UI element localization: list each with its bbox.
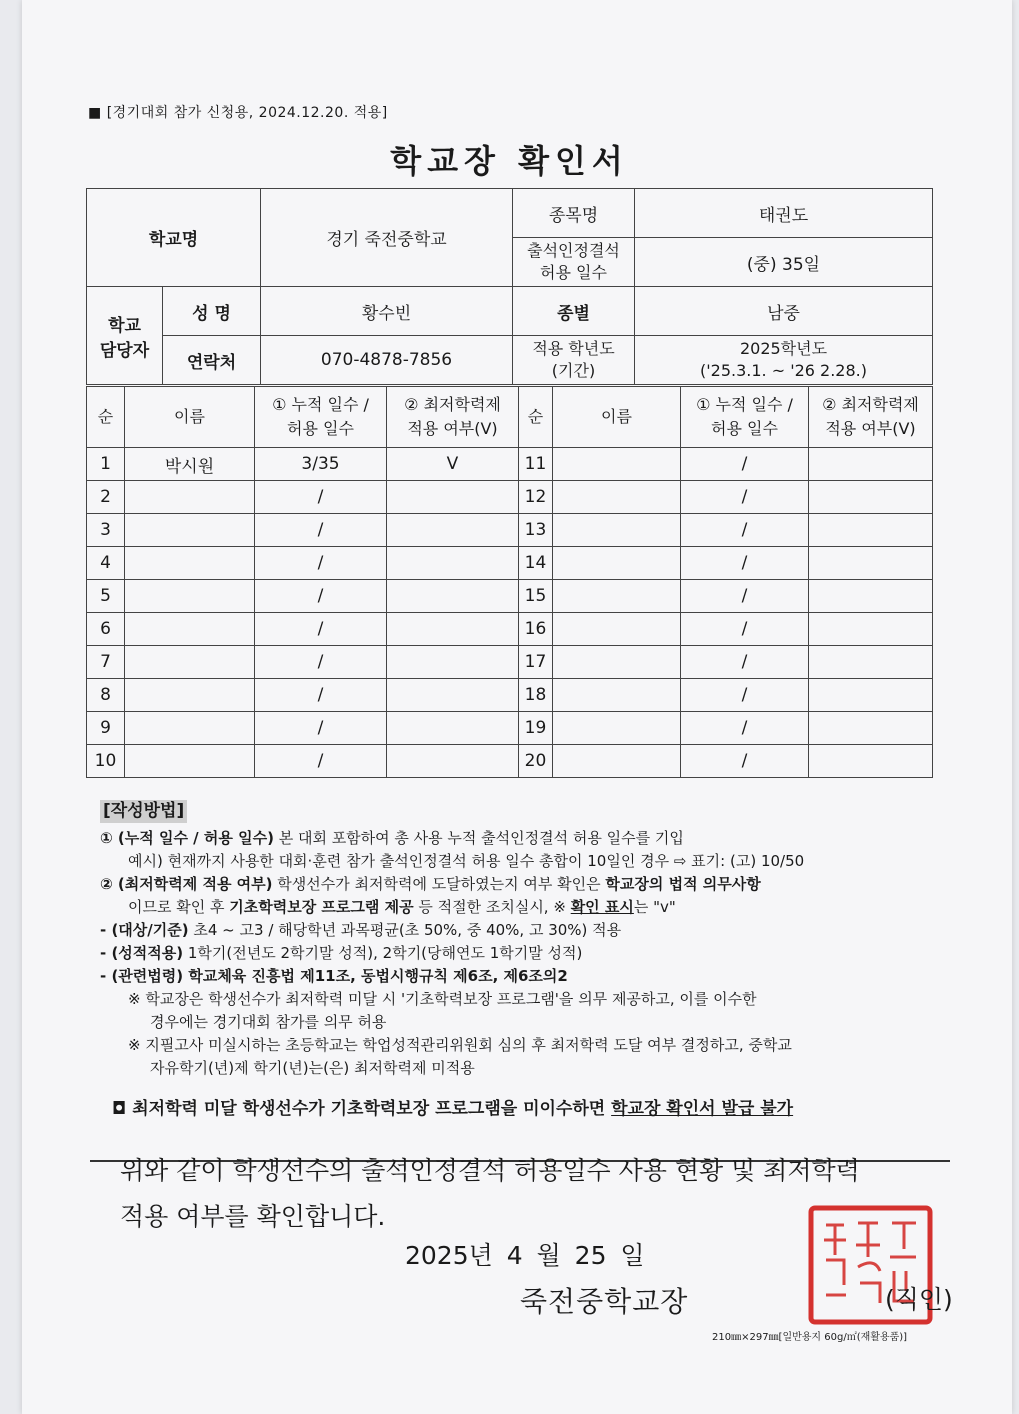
cell-check — [809, 613, 933, 646]
cell-name: 박시원 — [125, 448, 255, 481]
page-title: 학교장 확인서 — [390, 142, 629, 180]
seal-label: (직인) — [885, 1285, 953, 1314]
cell-no: 8 — [87, 679, 125, 712]
form-tag: ■ [경기대회 참가 신청용, 2024.12.20. 적용] — [88, 105, 388, 121]
paper-spec: 210㎜×297㎜[일반용지 60g/㎡(재활용품)] — [712, 1332, 908, 1343]
gender-value: 남중 — [635, 287, 933, 336]
cell-name — [553, 679, 681, 712]
issue-date: 2025년 4 월 25 일 — [405, 1241, 645, 1270]
cell-days: / — [681, 514, 809, 547]
cell-no: 14 — [519, 547, 553, 580]
cell-days: / — [681, 712, 809, 745]
cell-check — [387, 613, 519, 646]
cell-name — [125, 646, 255, 679]
cell-check — [809, 745, 933, 778]
cell-no: 10 — [87, 745, 125, 778]
table-row — [87, 745, 933, 778]
confirmation-text: 위와 같이 학생선수의 출석인정결석 허용일수 사용 현황 및 최저학력 적용 여부를 확인합니다. — [120, 1156, 860, 1231]
cell-no: 12 — [519, 481, 553, 514]
table-row — [87, 580, 933, 613]
table-row — [87, 712, 933, 745]
cell-name — [125, 514, 255, 547]
cell-days: / — [681, 448, 809, 481]
cell-name — [553, 745, 681, 778]
athlete-table — [86, 386, 933, 778]
cell-no: 4 — [87, 547, 125, 580]
cell-days: / — [255, 481, 387, 514]
cell-check — [387, 646, 519, 679]
cell-days: / — [255, 646, 387, 679]
cell-name — [125, 679, 255, 712]
school-label: 학교명 — [87, 189, 261, 287]
table-row — [87, 679, 933, 712]
cell-days: 3/35 — [255, 448, 387, 481]
cell-check — [387, 712, 519, 745]
cell-name — [553, 646, 681, 679]
school-value: 경기 죽전중학교 — [261, 189, 513, 287]
warning-icon: ◘ — [112, 1099, 127, 1119]
cell-check: V — [387, 448, 519, 481]
cell-days: / — [681, 481, 809, 514]
cell-check — [387, 580, 519, 613]
cell-days: / — [681, 547, 809, 580]
absence-value: (중) 35일 — [635, 238, 933, 287]
cell-no: 19 — [519, 712, 553, 745]
cell-no: 20 — [519, 745, 553, 778]
cell-check — [387, 481, 519, 514]
year-label: 적용 학년도 (기간) — [513, 336, 635, 385]
cell-days: / — [255, 679, 387, 712]
col-min: ② 최저학력제 적용 여부(V) — [387, 387, 519, 448]
cell-days: / — [255, 613, 387, 646]
cell-check — [809, 646, 933, 679]
cell-check — [387, 679, 519, 712]
absence-label: 출석인정결석 허용 일수 — [513, 238, 635, 287]
cell-check — [809, 547, 933, 580]
cell-name — [553, 481, 681, 514]
cell-name — [553, 448, 681, 481]
cell-name — [553, 547, 681, 580]
cell-days: / — [255, 745, 387, 778]
col-name: 이름 — [125, 387, 255, 448]
cell-no: 13 — [519, 514, 553, 547]
cell-name — [125, 580, 255, 613]
warning-note: ◘ 최저학력 미달 학생선수가 기초학력보장 프로그램을 미이수하면 학교장 확인서 발급 불가 — [112, 1099, 794, 1119]
cell-days: / — [255, 514, 387, 547]
cell-days: / — [255, 712, 387, 745]
cell-check — [809, 514, 933, 547]
col-name: 이름 — [553, 387, 681, 448]
cell-name — [125, 712, 255, 745]
cell-days: / — [681, 679, 809, 712]
cell-no: 17 — [519, 646, 553, 679]
year-value: 2025학년도 ('25.3.1. ~ '26 2.28.) — [635, 336, 933, 385]
cell-check — [809, 580, 933, 613]
table-row — [87, 448, 933, 481]
cell-days: / — [255, 580, 387, 613]
table-row — [87, 613, 933, 646]
cell-no: 7 — [87, 646, 125, 679]
cell-no: 16 — [519, 613, 553, 646]
cell-no: 18 — [519, 679, 553, 712]
cell-days: / — [681, 613, 809, 646]
cell-name — [125, 613, 255, 646]
cell-name — [553, 712, 681, 745]
cell-name — [553, 580, 681, 613]
cell-check — [809, 712, 933, 745]
col-days: ① 누적 일수 / 허용 일수 — [681, 387, 809, 448]
cell-name — [553, 613, 681, 646]
col-no: 순 — [519, 387, 553, 448]
cell-days: / — [681, 580, 809, 613]
cell-check — [387, 514, 519, 547]
cell-check — [809, 448, 933, 481]
contact-value: 070-4878-7856 — [261, 336, 513, 385]
cell-days: / — [681, 646, 809, 679]
table-header — [87, 387, 933, 448]
cell-no: 5 — [87, 580, 125, 613]
signer: 죽전중학교장 — [520, 1285, 689, 1318]
cell-no: 15 — [519, 580, 553, 613]
cell-name — [125, 547, 255, 580]
event-label: 종목명 — [513, 189, 635, 238]
cell-no: 1 — [87, 448, 125, 481]
table-row — [87, 481, 933, 514]
gender-label: 종별 — [513, 287, 635, 336]
cell-no: 11 — [519, 448, 553, 481]
name-value: 황수빈 — [261, 287, 513, 336]
col-days: ① 누적 일수 / 허용 일수 — [255, 387, 387, 448]
staff-label: 학교 담당자 — [87, 287, 163, 385]
cell-days: / — [681, 745, 809, 778]
contact-label: 연락처 — [163, 336, 261, 385]
col-min: ② 최저학력제 적용 여부(V) — [809, 387, 933, 448]
instructions: [작성방법] ① (누적 일수 / 허용 일수) 본 대회 포함하여 총 사용 누적 출석인정결석 허용 일수를 기입 예시) 현재까지 사용한 대회·훈련 참가 출석인정결석 허용 일수 총합이 10일인 경우 ⇨ 표기: (고) 10/50 ② (최저학력제 적용 여부) 학생선수가 최저학력에 도달하였는지 여부 확인은 학교장의 법적 의무사항 이므로 확인 후 기초학력보장 프로그램 제공 등 적절한 조치실시, ※ 확인 표시는 "v" - (대상/기준) 초4 ~ 고3 / 해당학년 과목평균(초 50%, 중 40%, 고 30%) 적용 - (성적적용) 1학기(전년도 2학기말 성적), 2학기(당해연도 1학기말 성적) - (관련법령) 학교체육 진흥법 제11조, 동법시행규칙 제6조, 제6조의2 ※ 학교장은 학생선수가 최저학력 미달 시 '기초학력보장 프로그램'을 의무 제공하고, 이를 이수한 경우에는 경기대회 참가를 의무 허용 ※ 지필고사 미실시하는 초등학교는 학업성적관리위원회 심의 후 최저학력 도달 여부 결정하고, 중학교 자유학기(년)제 학기(년)는(은) 최저학력제 미적용 — [100, 801, 805, 1077]
cell-name — [125, 745, 255, 778]
cell-check — [809, 481, 933, 514]
instructions-heading: [작성방법] — [100, 800, 187, 823]
cell-check — [809, 679, 933, 712]
info-table — [86, 188, 933, 385]
cell-no: 9 — [87, 712, 125, 745]
name-label: 성 명 — [163, 287, 261, 336]
cell-days: / — [255, 547, 387, 580]
col-no: 순 — [87, 387, 125, 448]
cell-name — [125, 481, 255, 514]
cell-name — [553, 514, 681, 547]
cell-no: 3 — [87, 514, 125, 547]
cell-no: 6 — [87, 613, 125, 646]
table-row — [87, 646, 933, 679]
cell-no: 2 — [87, 481, 125, 514]
event-value: 태권도 — [635, 189, 933, 238]
cell-check — [387, 547, 519, 580]
table-row — [87, 547, 933, 580]
table-row — [87, 514, 933, 547]
cell-check — [387, 745, 519, 778]
